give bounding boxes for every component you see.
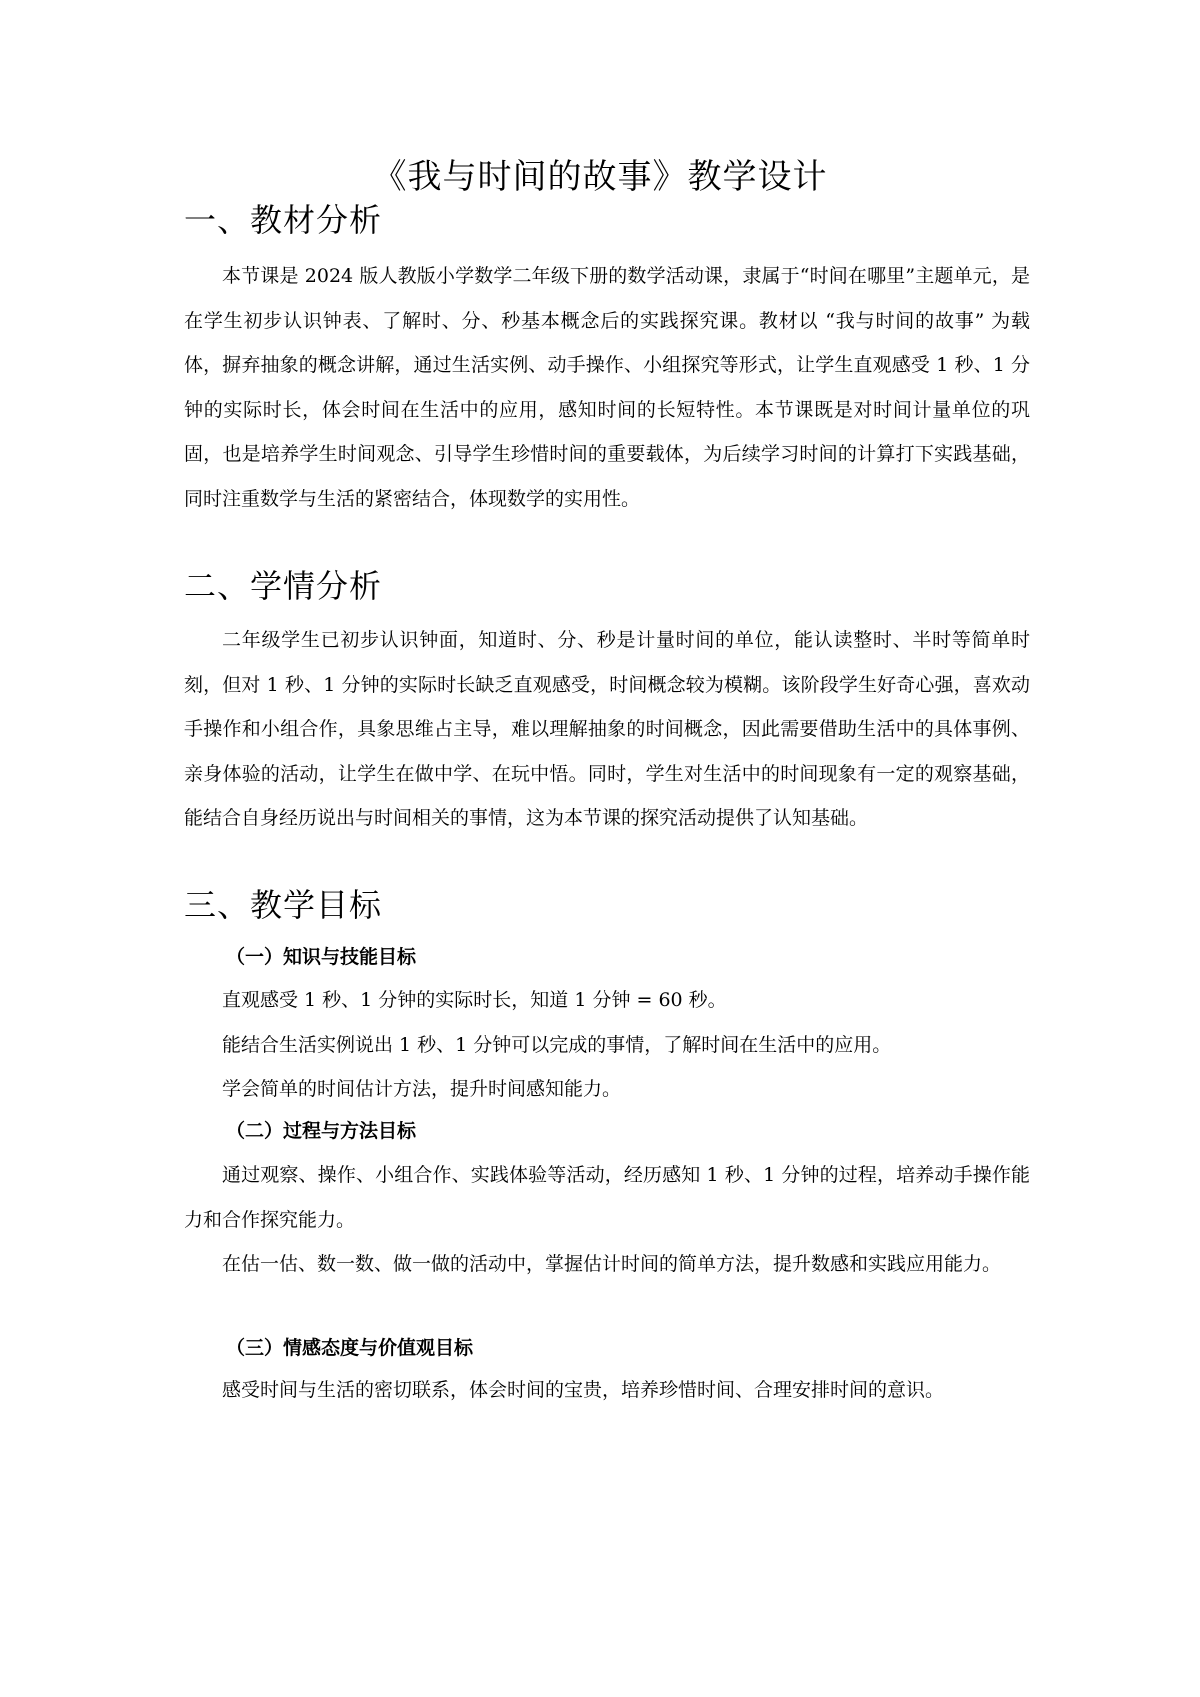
section-heading-textbook-analysis: 一、教材分析 — [184, 201, 383, 239]
section-heading-student-analysis: 二、学情分析 — [184, 567, 383, 605]
section-heading-teaching-objectives: 三、教学目标 — [184, 886, 383, 924]
objective-item: 在估一估、数一数、做一做的活动中，掌握估计时间的简单方法，提升数感和实践应用能力。 — [222, 1253, 1002, 1275]
subheading-emotion-values: （三）情感态度与价值观目标 — [226, 1337, 474, 1359]
paragraph-student-analysis: 二年级学生已初步认识钟面，知道时、分、秒是计量时间的单位，能认读整时、半时等简单时刻，但对 1 秒、1 分钟的实际时长缺乏直观感受，时间概念较为模糊。该阶段学生好奇心强，喜欢动手操作和小组合作，具象思维占主导，难以理解抽象的时间概念，因此需要借助生活中的具体事例、亲身体验的活动，让学生在做中学、在玩中悟。同时，学生对生活中的时间现象有一定的观察基础，能结合自身经历说出与时间相关的事情，这为本节课的探究活动提供了认知基础。 — [184, 629, 1030, 829]
objective-item: 学会简单的时间估计方法，提升时间感知能力。 — [222, 1078, 622, 1100]
objective-item: 直观感受 1 秒、1 分钟的实际时长，知道 1 分钟 = 60 秒。 — [222, 989, 727, 1011]
subheading-process-methods: （二）过程与方法目标 — [226, 1120, 417, 1142]
objective-item: 能结合生活实例说出 1 秒、1 分钟可以完成的事情，了解时间在生活中的应用。 — [222, 1034, 892, 1056]
objective-item: 感受时间与生活的密切联系，体会时间的宝贵，培养珍惜时间、合理安排时间的意识。 — [222, 1379, 945, 1401]
objective-item: 通过观察、操作、小组合作、实践体验等活动，经历感知 1 秒、1 分钟的过程，培养动手操作能力和合作探究能力。 — [184, 1164, 1030, 1231]
subheading-knowledge-skills: （一）知识与技能目标 — [226, 946, 417, 968]
document-title: 《我与时间的故事》教学设计 — [372, 157, 828, 197]
paragraph-textbook-analysis: 本节课是 2024 版人教版小学数学二年级下册的数学活动课，隶属于“时间在哪里”主题单元，是在学生初步认识钟表、了解时、分、秒基本概念后的实践探究课。教材以 “我与时间的故事” 为载体，摒弃抽象的概念讲解，通过生活实例、动手操作、小组探究等形式，让学生直观感受 1 秒、1 分钟的实际时长，体会时间在生活中的应用，感知时间的长短特性。本节课既是对时间计量单位的巩固，也是培养学生时间观念、引导学生珍惜时间的重要载体，为后续学习时间的计算打下实践基础，同时注重数学与生活的紧密结合，体现数学的实用性。 — [184, 265, 1030, 510]
